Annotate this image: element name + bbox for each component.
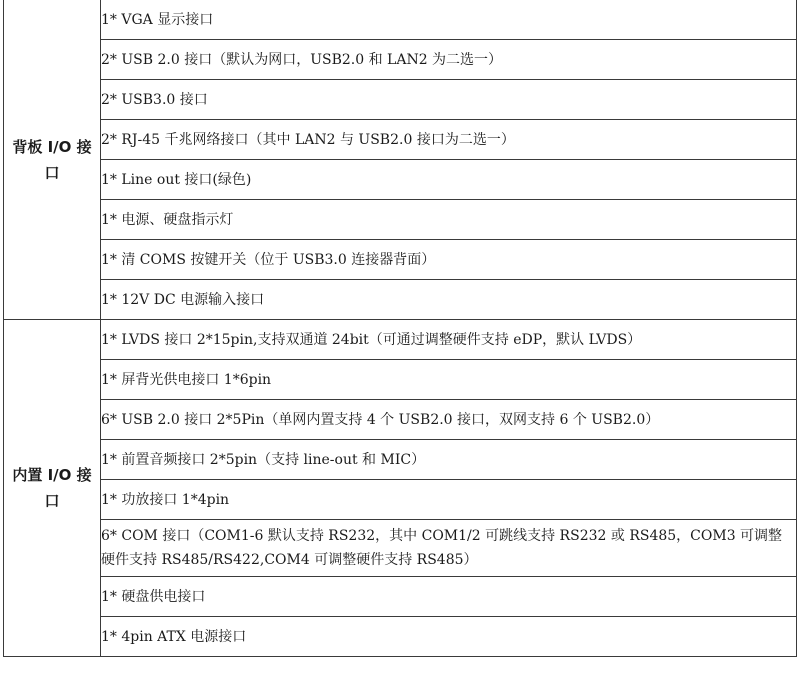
- table-row: [4, 80, 797, 120]
- spec-item-text: 1* 清 COMS 按键开关（位于 USB3.0 连接器背面）: [101, 251, 436, 268]
- spec-item-text: 2* RJ-45 千兆网络接口（其中 LAN2 与 USB2.0 接口为二选一）: [101, 131, 515, 148]
- table-row: [4, 400, 797, 440]
- spec-item-text: 1* LVDS 接口 2*15pin,支持双通道 24bit（可通过调整硬件支持 eDP，默认 LVDS）: [101, 331, 642, 348]
- spec-item: [101, 577, 797, 617]
- table-row: [4, 480, 797, 520]
- spec-item: [101, 200, 797, 240]
- table-row: [4, 160, 797, 200]
- spec-table: [3, 0, 797, 657]
- table-row: [4, 617, 797, 657]
- group-label-cell: [4, 320, 101, 657]
- group-label: 内置 I/O 接口: [12, 466, 92, 510]
- spec-item-text: 1* VGA 显示接口: [101, 11, 214, 28]
- spec-item: [101, 480, 797, 520]
- table-row: [4, 520, 797, 577]
- spec-item: [101, 440, 797, 480]
- spec-item-text: 1* 功放接口 1*4pin: [101, 491, 230, 508]
- spec-item-text: 1* 硬盘供电接口: [101, 588, 206, 605]
- table-row: [4, 440, 797, 480]
- spec-item-text: 1* 前置音频接口 2*5pin（支持 line-out 和 MIC）: [101, 451, 426, 468]
- spec-item: [101, 240, 797, 280]
- table-row: [4, 120, 797, 160]
- table-row: [4, 577, 797, 617]
- spec-item-text: 1* 屏背光供电接口 1*6pin: [101, 371, 272, 388]
- spec-item: [101, 280, 797, 320]
- spec-item: [101, 400, 797, 440]
- spec-item: [101, 520, 797, 577]
- spec-item: [101, 40, 797, 80]
- spec-item: [101, 120, 797, 160]
- table-row: [4, 360, 797, 400]
- group-label: 背板 I/O 接口: [12, 137, 92, 182]
- spec-item: [101, 80, 797, 120]
- spec-item: [101, 617, 797, 657]
- table-row: [4, 0, 797, 40]
- spec-item-text: 6* COM 接口（COM1-6 默认支持 RS232，其中 COM1/2 可跳线支持 RS232 或 RS485，COM3 可调整硬件支持 RS485/RS422,COM4 可调整硬件支持 RS485）: [101, 528, 783, 568]
- spec-item-text: 2* USB3.0 接口: [101, 91, 208, 108]
- spec-item-text: 1* 4pin ATX 电源接口: [101, 628, 247, 645]
- spec-item-text: 1* 12V DC 电源输入接口: [101, 291, 265, 308]
- table-row: [4, 40, 797, 80]
- spec-item: [101, 160, 797, 200]
- spec-item-text: 1* 电源、硬盘指示灯: [101, 211, 234, 228]
- table-row: [4, 240, 797, 280]
- table-row: [4, 200, 797, 240]
- table-row: [4, 320, 797, 360]
- spec-item: [101, 320, 797, 360]
- group-label-cell: [4, 0, 101, 320]
- spec-item: [101, 0, 797, 40]
- spec-item-text: 1* Line out 接口(绿色): [101, 171, 252, 188]
- spec-item-text: 6* USB 2.0 接口 2*5Pin（单网内置支持 4 个 USB2.0 接口，双网支持 6 个 USB2.0）: [101, 411, 660, 428]
- table-row: [4, 280, 797, 320]
- spec-item-text: 2* USB 2.0 接口（默认为网口，USB2.0 和 LAN2 为二选一）: [101, 51, 503, 68]
- spec-item: [101, 360, 797, 400]
